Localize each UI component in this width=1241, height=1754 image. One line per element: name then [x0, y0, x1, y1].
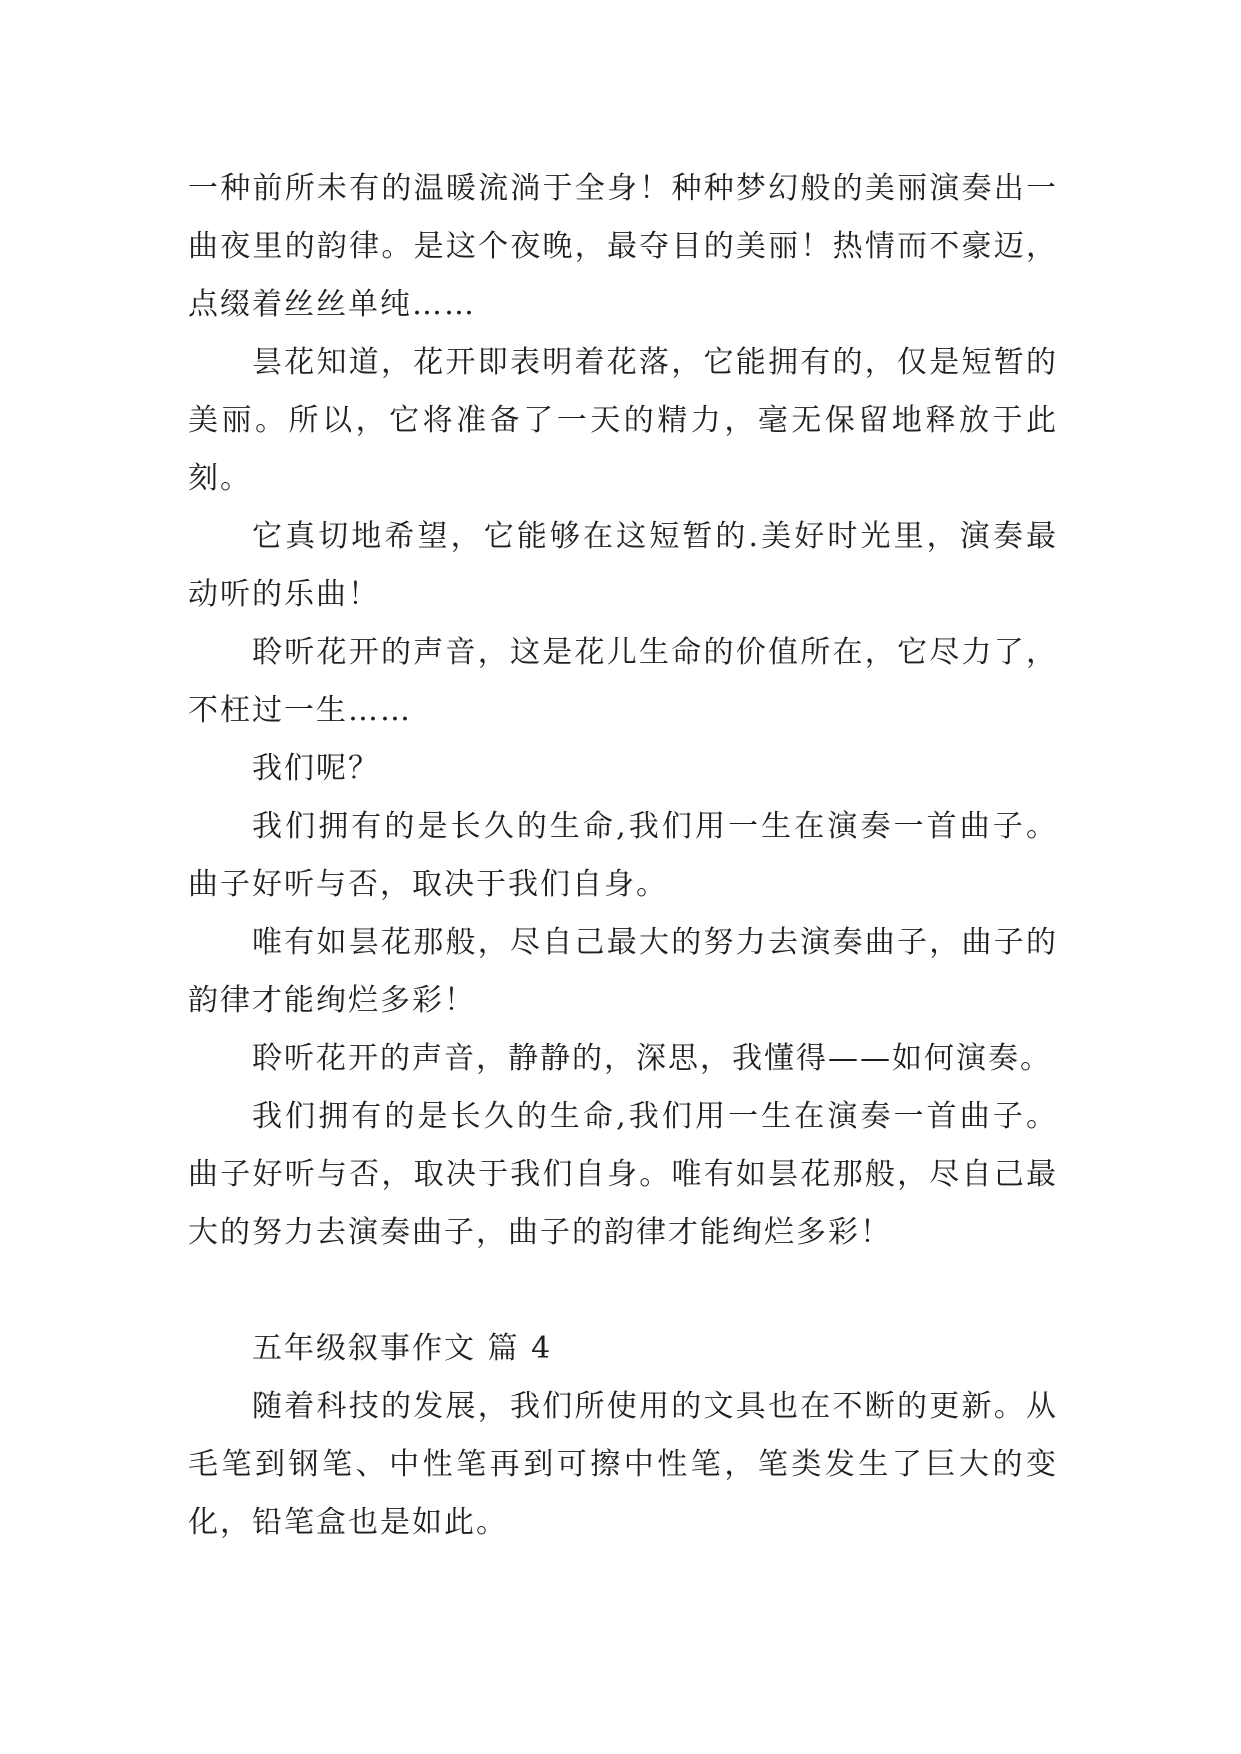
paragraph: 聆听花开的声音，静静的，深思，我懂得——如何演奏。 [252, 1041, 1052, 1076]
paragraph: 随着科技的发展，我们所使用的文具也在不断的更新。从毛笔到钢笔、中性笔再到可擦中性笔，笔类发生了巨大的变化，铅笔盒也是如此。 [188, 1389, 1058, 1540]
section-title: 五年级叙事作文 篇 4 [252, 1331, 553, 1366]
paragraph: 我们呢？ [252, 751, 380, 786]
paragraph: 唯有如昙花那般，尽自己最大的努力去演奏曲子，曲子的韵律才能绚烂多彩！ [188, 925, 1058, 1018]
paragraph: 我们拥有的是长久的生命,我们用一生在演奏一首曲子。曲子好听与否，取决于我们自身。 [188, 809, 1058, 902]
document-body [188, 160, 1058, 1552]
paragraph: 聆听花开的声音，这是花儿生命的价值所在，它尽力了，不枉过一生…… [188, 635, 1058, 728]
paragraph: 我们拥有的是长久的生命,我们用一生在演奏一首曲子。曲子好听与否，取决于我们自身。唯有如昙花那般，尽自己最大的努力去演奏曲子，曲子的韵律才能绚烂多彩！ [188, 1099, 1058, 1250]
paragraph: 它真切地希望，它能够在这短暂的.美好时光里，演奏最动听的乐曲！ [188, 519, 1058, 612]
paragraph: 一种前所未有的温暖流淌于全身！种种梦幻般的美丽演奏出一曲夜里的韵律。是这个夜晚，最夺目的美丽！热情而不豪迈，点缀着丝丝单纯…… [188, 171, 1058, 322]
paragraph: 昙花知道，花开即表明着花落，它能拥有的，仅是短暂的美丽。所以，它将准备了一天的精力，毫无保留地释放于此刻。 [188, 345, 1058, 496]
